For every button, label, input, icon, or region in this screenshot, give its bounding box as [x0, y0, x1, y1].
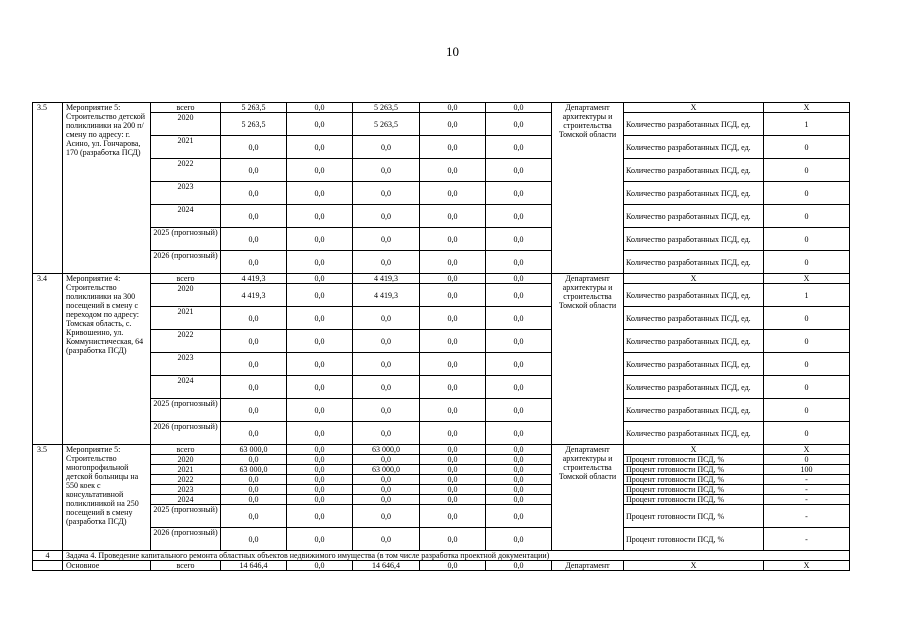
table-row	[33, 376, 850, 399]
local-funding-cell: 0,0	[420, 274, 486, 284]
indicator-value-cell: -	[764, 505, 850, 528]
regional-funding-cell: 0,0	[353, 307, 420, 330]
extrabudget-funding-cell: 0,0	[486, 505, 552, 528]
total-funding-cell: 0,0	[221, 495, 287, 505]
regional-funding-cell: 0,0	[353, 422, 420, 445]
department-cell: Департамент архитектуры и строительства Томской области	[552, 274, 624, 445]
extrabudget-funding-cell: 0,0	[486, 228, 552, 251]
extrabudget-funding-cell: 0,0	[486, 485, 552, 495]
federal-funding-cell: 0,0	[287, 485, 353, 495]
federal-funding-cell: 0,0	[287, 113, 353, 136]
indicator-value-cell: 0	[764, 353, 850, 376]
regional-funding-cell: 0,0	[353, 399, 420, 422]
department-cell: Департамент	[552, 561, 624, 571]
indicator-cell: Процент готовности ПСД, %	[624, 475, 764, 485]
period-cell: 2021	[151, 136, 221, 159]
table-row	[33, 445, 850, 455]
period-cell: 2025 (прогнозный)	[151, 228, 221, 251]
total-funding-cell: 0,0	[221, 505, 287, 528]
indicator-cell: Количество разработанных ПСД, ед.	[624, 251, 764, 274]
federal-funding-cell: 0,0	[287, 274, 353, 284]
indicator-cell: Количество разработанных ПСД, ед.	[624, 422, 764, 445]
table-row	[33, 251, 850, 274]
federal-funding-cell: 0,0	[287, 330, 353, 353]
federal-funding-cell: 0,0	[287, 159, 353, 182]
federal-funding-cell: 0,0	[287, 422, 353, 445]
regional-funding-cell: 0,0	[353, 485, 420, 495]
extrabudget-funding-cell: 0,0	[486, 445, 552, 455]
indicator-cell: Количество разработанных ПСД, ед.	[624, 113, 764, 136]
total-funding-cell: 5 263,5	[221, 103, 287, 113]
indicator-value-cell: 0	[764, 330, 850, 353]
extrabudget-funding-cell: 0,0	[486, 399, 552, 422]
period-cell: 2024	[151, 376, 221, 399]
period-cell: 2023	[151, 353, 221, 376]
indicator-cell: Х	[624, 103, 764, 113]
extrabudget-funding-cell: 0,0	[486, 455, 552, 465]
indicator-value-cell: 0	[764, 205, 850, 228]
period-cell: 2026 (прогнозный)	[151, 528, 221, 551]
extrabudget-funding-cell: 0,0	[486, 182, 552, 205]
indicator-cell: Процент готовности ПСД, %	[624, 505, 764, 528]
indicator-cell: Х	[624, 445, 764, 455]
table-body	[33, 103, 850, 571]
extrabudget-funding-cell: 0,0	[486, 284, 552, 307]
local-funding-cell: 0,0	[420, 495, 486, 505]
program-table	[32, 102, 850, 571]
federal-funding-cell: 0,0	[287, 455, 353, 465]
total-funding-cell: 0,0	[221, 485, 287, 495]
regional-funding-cell: 5 263,5	[353, 103, 420, 113]
indicator-value-cell: -	[764, 475, 850, 485]
federal-funding-cell: 0,0	[287, 284, 353, 307]
total-funding-cell: 0,0	[221, 353, 287, 376]
local-funding-cell: 0,0	[420, 284, 486, 307]
period-cell: 2022	[151, 159, 221, 182]
federal-funding-cell: 0,0	[287, 399, 353, 422]
period-cell: 2022	[151, 475, 221, 485]
item-number	[33, 561, 63, 571]
table-row	[33, 284, 850, 307]
regional-funding-cell: 0,0	[353, 136, 420, 159]
extrabudget-funding-cell: 0,0	[486, 353, 552, 376]
indicator-cell: Х	[624, 274, 764, 284]
task-row	[33, 551, 850, 561]
extrabudget-funding-cell: 0,0	[486, 251, 552, 274]
period-cell: 2025 (прогнозный)	[151, 399, 221, 422]
total-funding-cell: 0,0	[221, 475, 287, 485]
period-cell: всего	[151, 274, 221, 284]
indicator-cell: Количество разработанных ПСД, ед.	[624, 376, 764, 399]
indicator-value-cell: 1	[764, 284, 850, 307]
indicator-value-cell: Х	[764, 103, 850, 113]
indicator-value-cell: -	[764, 528, 850, 551]
federal-funding-cell: 0,0	[287, 495, 353, 505]
department-cell: Департамент архитектуры и строительства Томской области	[552, 445, 624, 551]
period-cell: всего	[151, 445, 221, 455]
table-row	[33, 422, 850, 445]
regional-funding-cell: 0,0	[353, 376, 420, 399]
indicator-value-cell: -	[764, 495, 850, 505]
local-funding-cell: 0,0	[420, 445, 486, 455]
indicator-value-cell: 0	[764, 182, 850, 205]
indicator-cell: Х	[624, 561, 764, 571]
table-row	[33, 113, 850, 136]
table-row	[33, 485, 850, 495]
local-funding-cell: 0,0	[420, 399, 486, 422]
extrabudget-funding-cell: 0,0	[486, 422, 552, 445]
federal-funding-cell: 0,0	[287, 445, 353, 455]
measure-name: Основное	[63, 561, 151, 571]
local-funding-cell: 0,0	[420, 353, 486, 376]
indicator-value-cell: 0	[764, 376, 850, 399]
total-funding-cell: 63 000,0	[221, 465, 287, 475]
indicator-value-cell: Х	[764, 274, 850, 284]
total-funding-cell: 63 000,0	[221, 445, 287, 455]
extrabudget-funding-cell: 0,0	[486, 561, 552, 571]
indicator-value-cell: Х	[764, 561, 850, 571]
federal-funding-cell: 0,0	[287, 103, 353, 113]
local-funding-cell: 0,0	[420, 561, 486, 571]
period-cell: 2022	[151, 330, 221, 353]
total-funding-cell: 0,0	[221, 205, 287, 228]
local-funding-cell: 0,0	[420, 485, 486, 495]
extrabudget-funding-cell: 0,0	[486, 205, 552, 228]
department-cell: Департамент архитектуры и строительства Томской области	[552, 103, 624, 274]
indicator-value-cell: 1	[764, 113, 850, 136]
period-cell: 2026 (прогнозный)	[151, 422, 221, 445]
local-funding-cell: 0,0	[420, 422, 486, 445]
measure-name: Мероприятие 5: Строительство детской поликлиники на 200 п/смену по адресу: г. Асино, ул. Гончарова, 170 (разработка ПСД)	[63, 103, 151, 274]
period-cell: 2025 (прогнозный)	[151, 505, 221, 528]
indicator-value-cell: 0	[764, 159, 850, 182]
indicator-value-cell: 0	[764, 251, 850, 274]
table-row	[33, 475, 850, 485]
regional-funding-cell: 0,0	[353, 353, 420, 376]
regional-funding-cell: 14 646,4	[353, 561, 420, 571]
indicator-value-cell: 0	[764, 136, 850, 159]
period-cell: 2021	[151, 307, 221, 330]
regional-funding-cell: 0,0	[353, 475, 420, 485]
period-cell: 2020	[151, 113, 221, 136]
total-funding-cell: 0,0	[221, 228, 287, 251]
indicator-cell: Количество разработанных ПСД, ед.	[624, 353, 764, 376]
total-funding-cell: 5 263,5	[221, 113, 287, 136]
total-funding-cell: 0,0	[221, 455, 287, 465]
federal-funding-cell: 0,0	[287, 528, 353, 551]
federal-funding-cell: 0,0	[287, 307, 353, 330]
indicator-cell: Количество разработанных ПСД, ед.	[624, 228, 764, 251]
table-row	[33, 399, 850, 422]
federal-funding-cell: 0,0	[287, 561, 353, 571]
indicator-value-cell: 0	[764, 307, 850, 330]
task-title: Задача 4. Проведение капитального ремонта областных объектов недвижимого имущества (в том числе разработка проектной документации)	[63, 551, 850, 561]
extrabudget-funding-cell: 0,0	[486, 475, 552, 485]
indicator-value-cell: 0	[764, 228, 850, 251]
extrabudget-funding-cell: 0,0	[486, 274, 552, 284]
period-cell: 2023	[151, 485, 221, 495]
federal-funding-cell: 0,0	[287, 353, 353, 376]
table-row	[33, 455, 850, 465]
federal-funding-cell: 0,0	[287, 136, 353, 159]
regional-funding-cell: 0,0	[353, 251, 420, 274]
indicator-value-cell: 0	[764, 422, 850, 445]
local-funding-cell: 0,0	[420, 103, 486, 113]
regional-funding-cell: 5 263,5	[353, 113, 420, 136]
local-funding-cell: 0,0	[420, 251, 486, 274]
local-funding-cell: 0,0	[420, 136, 486, 159]
page-number: 10	[446, 44, 459, 59]
total-funding-cell: 0,0	[221, 399, 287, 422]
local-funding-cell: 0,0	[420, 376, 486, 399]
local-funding-cell: 0,0	[420, 465, 486, 475]
regional-funding-cell: 0,0	[353, 205, 420, 228]
local-funding-cell: 0,0	[420, 307, 486, 330]
table-row	[33, 274, 850, 284]
local-funding-cell: 0,0	[420, 228, 486, 251]
total-funding-cell: 0,0	[221, 422, 287, 445]
period-cell: всего	[151, 561, 221, 571]
indicator-value-cell: Х	[764, 445, 850, 455]
federal-funding-cell: 0,0	[287, 205, 353, 228]
regional-funding-cell: 4 419,3	[353, 274, 420, 284]
period-cell: 2020	[151, 455, 221, 465]
indicator-cell: Количество разработанных ПСД, ед.	[624, 399, 764, 422]
total-funding-cell: 14 646,4	[221, 561, 287, 571]
table-row	[33, 307, 850, 330]
federal-funding-cell: 0,0	[287, 376, 353, 399]
local-funding-cell: 0,0	[420, 455, 486, 465]
indicator-cell: Процент готовности ПСД, %	[624, 528, 764, 551]
federal-funding-cell: 0,0	[287, 505, 353, 528]
regional-funding-cell: 63 000,0	[353, 465, 420, 475]
table-row	[33, 528, 850, 551]
total-funding-cell: 0,0	[221, 307, 287, 330]
indicator-cell: Количество разработанных ПСД, ед.	[624, 307, 764, 330]
local-funding-cell: 0,0	[420, 159, 486, 182]
table-row	[33, 205, 850, 228]
indicator-value-cell: -	[764, 485, 850, 495]
period-cell: 2024	[151, 495, 221, 505]
federal-funding-cell: 0,0	[287, 228, 353, 251]
extrabudget-funding-cell: 0,0	[486, 159, 552, 182]
indicator-cell: Процент готовности ПСД, %	[624, 465, 764, 475]
local-funding-cell: 0,0	[420, 182, 486, 205]
regional-funding-cell: 0,0	[353, 505, 420, 528]
local-funding-cell: 0,0	[420, 330, 486, 353]
extrabudget-funding-cell: 0,0	[486, 113, 552, 136]
measure-name: Мероприятие 5: Строительство многопрофильной детской больницы на 550 коек с консультативной поликлиникой на 250 посещений в смену (разработка ПСД)	[63, 445, 151, 551]
table-row	[33, 159, 850, 182]
regional-funding-cell: 0,0	[353, 330, 420, 353]
regional-funding-cell: 0,0	[353, 455, 420, 465]
period-cell: всего	[151, 103, 221, 113]
table-row	[33, 330, 850, 353]
period-cell: 2023	[151, 182, 221, 205]
federal-funding-cell: 0,0	[287, 465, 353, 475]
item-number: 3.4	[33, 274, 63, 445]
table-row	[33, 103, 850, 113]
indicator-cell: Количество разработанных ПСД, ед.	[624, 205, 764, 228]
indicator-cell: Процент готовности ПСД, %	[624, 485, 764, 495]
table-row	[33, 182, 850, 205]
total-funding-cell: 4 419,3	[221, 274, 287, 284]
indicator-value-cell: 0	[764, 455, 850, 465]
regional-funding-cell: 0,0	[353, 528, 420, 551]
extrabudget-funding-cell: 0,0	[486, 376, 552, 399]
indicator-value-cell: 0	[764, 399, 850, 422]
indicator-cell: Количество разработанных ПСД, ед.	[624, 284, 764, 307]
extrabudget-funding-cell: 0,0	[486, 330, 552, 353]
federal-funding-cell: 0,0	[287, 182, 353, 205]
table-row	[33, 505, 850, 528]
indicator-cell: Количество разработанных ПСД, ед.	[624, 136, 764, 159]
total-funding-cell: 0,0	[221, 182, 287, 205]
table-row	[33, 495, 850, 505]
total-funding-cell: 0,0	[221, 251, 287, 274]
local-funding-cell: 0,0	[420, 528, 486, 551]
indicator-cell: Количество разработанных ПСД, ед.	[624, 330, 764, 353]
period-cell: 2024	[151, 205, 221, 228]
regional-funding-cell: 0,0	[353, 182, 420, 205]
table-row	[33, 136, 850, 159]
period-cell: 2020	[151, 284, 221, 307]
extrabudget-funding-cell: 0,0	[486, 495, 552, 505]
total-funding-cell: 0,0	[221, 330, 287, 353]
local-funding-cell: 0,0	[420, 475, 486, 485]
indicator-cell: Процент готовности ПСД, %	[624, 455, 764, 465]
period-cell: 2021	[151, 465, 221, 475]
regional-funding-cell: 0,0	[353, 228, 420, 251]
item-number: 3.5	[33, 445, 63, 551]
local-funding-cell: 0,0	[420, 505, 486, 528]
total-funding-cell: 4 419,3	[221, 284, 287, 307]
local-funding-cell: 0,0	[420, 113, 486, 136]
table-row	[33, 561, 850, 571]
regional-funding-cell: 4 419,3	[353, 284, 420, 307]
indicator-cell: Процент готовности ПСД, %	[624, 495, 764, 505]
total-funding-cell: 0,0	[221, 376, 287, 399]
total-funding-cell: 0,0	[221, 528, 287, 551]
extrabudget-funding-cell: 0,0	[486, 136, 552, 159]
period-cell: 2026 (прогнозный)	[151, 251, 221, 274]
regional-funding-cell: 0,0	[353, 495, 420, 505]
table-row	[33, 353, 850, 376]
extrabudget-funding-cell: 0,0	[486, 465, 552, 475]
regional-funding-cell: 63 000,0	[353, 445, 420, 455]
extrabudget-funding-cell: 0,0	[486, 307, 552, 330]
table-row	[33, 465, 850, 475]
federal-funding-cell: 0,0	[287, 251, 353, 274]
item-number: 3.5	[33, 103, 63, 274]
total-funding-cell: 0,0	[221, 159, 287, 182]
local-funding-cell: 0,0	[420, 205, 486, 228]
task-number: 4	[33, 551, 63, 561]
indicator-value-cell: 100	[764, 465, 850, 475]
table-row	[33, 228, 850, 251]
total-funding-cell: 0,0	[221, 136, 287, 159]
indicator-cell: Количество разработанных ПСД, ед.	[624, 159, 764, 182]
regional-funding-cell: 0,0	[353, 159, 420, 182]
extrabudget-funding-cell: 0,0	[486, 528, 552, 551]
indicator-cell: Количество разработанных ПСД, ед.	[624, 182, 764, 205]
measure-name: Мероприятие 4: Строительство поликлиники на 300 посещений в смену с переходом по адресу: Томская область, с. Кривошеино, ул. Коммунистическая, 64 (разработка ПСД)	[63, 274, 151, 445]
federal-funding-cell: 0,0	[287, 475, 353, 485]
extrabudget-funding-cell: 0,0	[486, 103, 552, 113]
